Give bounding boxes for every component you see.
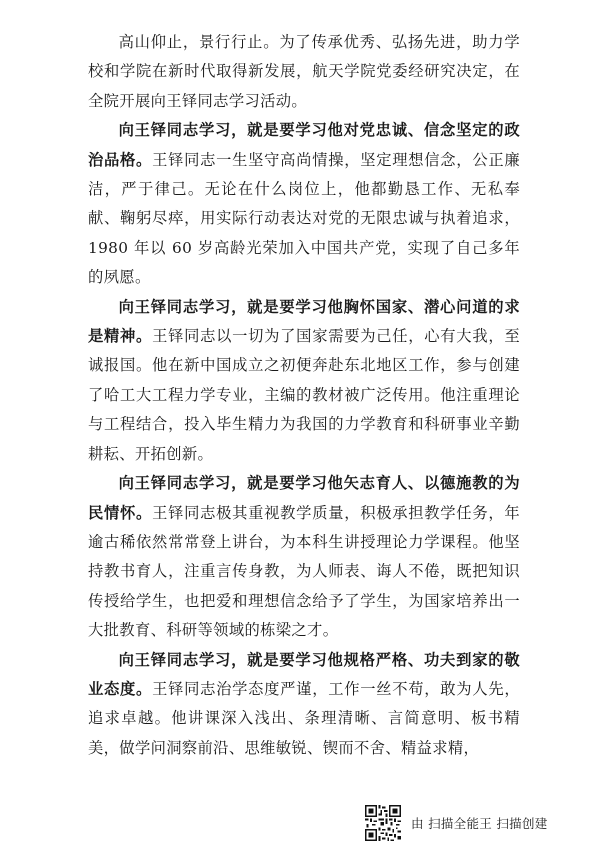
intro-paragraph [88,28,520,116]
scanner-watermark [365,803,548,843]
paragraph-text: 王铎同志治学态度严谨，工作一丝不苟，敢为人先，追求卓越。他讲课深入浅出、条理清晰、言简意明、板书精美，做学问洞察前沿、思维敏锐、锲而不舍、精益求精， [88,679,520,757]
document-body [88,28,520,763]
paragraph-text: 王铎同志一生坚守高尚情操，坚定理想信念，公正廉洁，严于律己。无论在什么岗位上，他都勤恳工作、无私奉献、鞠躬尽瘁，用实际行动表达对党的无限忠诚与执着追求，1980 年以 60 岁高龄光荣加入中国共产党，实现了自己多年的夙愿。 [88,150,520,287]
paragraph-lead: 向王铎同志学习，就是要学习他矢志育人、以德施教的为民情怀。 [88,474,520,522]
scanner-watermark-text: 由 扫描全能王 扫描创建 [411,816,548,831]
paragraph-political-character [88,116,520,292]
paragraph-lead: 向王铎同志学习，就是要学习他胸怀国家、潜心问道的求是精神。 [88,297,520,346]
paragraph-text: 王铎同志以一切为了国家需要为己任，心有大我，至诚报国。他在新中国成立之初便奔赴东北地区工作，参与创建了哈工大工程力学专业，主编的教材被广泛传用。他注重理论与工程结合，投入毕生精力为我国的力学教育和科研事业辛勤耕耘、开拓创新。 [88,327,520,463]
paragraph-text: 王铎同志极其重视教学质量，积极承担教学任务，年逾古稀依然常常登上讲台，为本科生讲授理论力学课程。他坚持教书育人，注重言传身教，为人师表、诲人不倦，既把知识传授给学生，也把爱和理想信念给予了学生，为国家培养出一大批教育、科研等领域的栋梁之才。 [88,503,520,640]
paragraph-lead: 向王铎同志学习，就是要学习他对党忠诚、信念坚定的政治品格。 [88,121,520,169]
paragraph-truth-seeking-spirit [88,293,520,469]
paragraph-text: 高山仰止，景行行止。为了传承优秀、弘扬先进，助力学校和学院在新时代取得新发展，航天学院党委经研究决定，在全院开展向王铎同志学习活动。 [88,33,520,110]
paragraph-dedication-attitude [88,646,520,764]
paragraph-lead: 向王铎同志学习，就是要学习他规格严格、功夫到家的敬业态度。 [88,650,520,698]
paragraph-people-first-sentiment [88,469,520,645]
qr-code-icon [365,805,401,841]
